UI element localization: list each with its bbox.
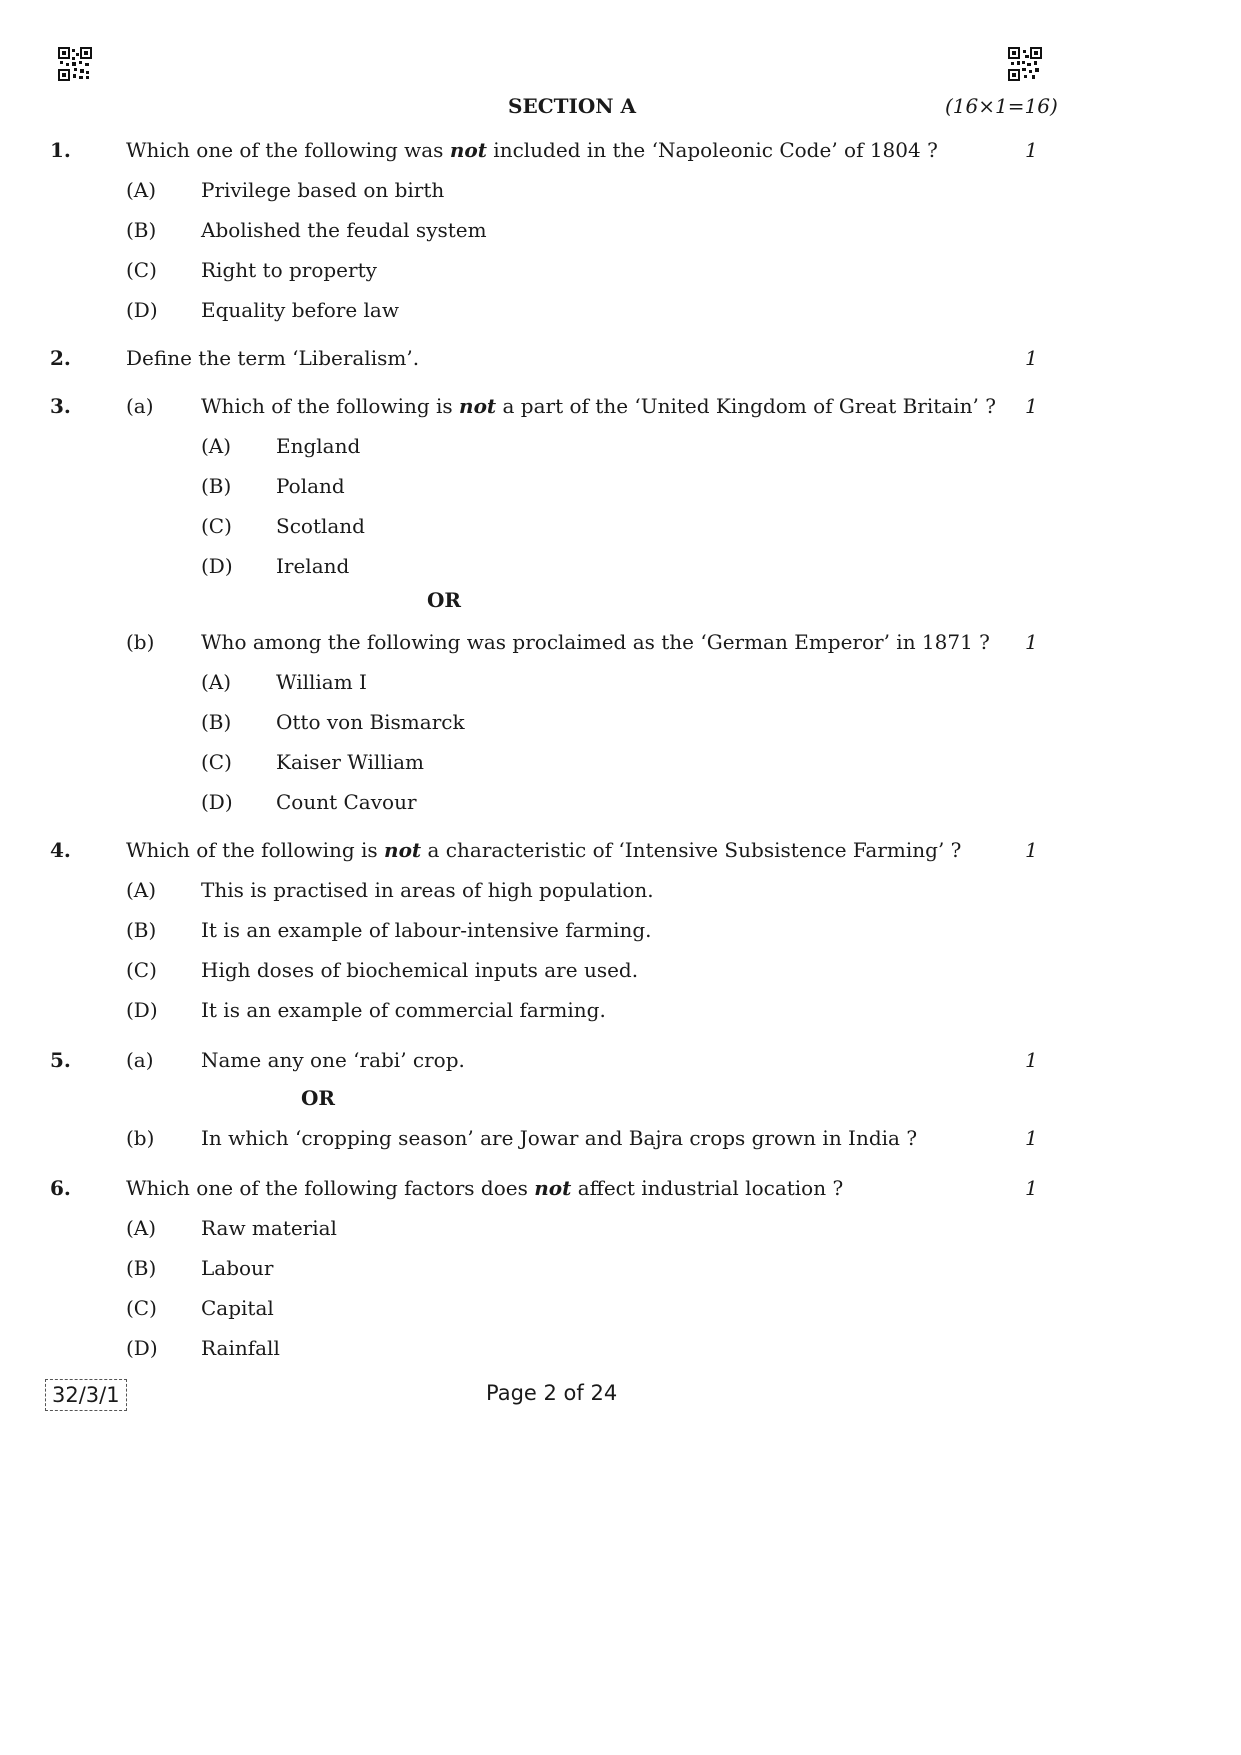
subquestion-label: (b) [126,630,155,654]
question-mark: 1 [1025,394,1038,418]
question-text-part: Which one of the following factors does [126,1176,535,1200]
question-text-part: a part of the ‘United Kingdom of Great Britain’ ? [496,394,996,418]
question-mark: 1 [1025,1176,1038,1200]
option-text: Count Cavour [276,790,417,814]
question-text-part: Which one of the following was [126,138,450,162]
question-mark: 1 [1025,838,1038,862]
option-text: Labour [201,1256,274,1280]
or-separator: OR [301,1086,336,1110]
option-text: Poland [276,474,345,498]
option-label: (B) [126,218,157,242]
option-text: Abolished the feudal system [201,218,487,242]
question-mark: 1 [1025,1048,1038,1072]
option-text: Right to property [201,258,377,282]
question-number: 5. [50,1048,71,1072]
option-label: (D) [126,1336,158,1360]
question-number: 3. [50,394,71,418]
subquestion-label: (a) [126,1048,154,1072]
option-label: (B) [126,1256,157,1280]
option-text: Ireland [276,554,350,578]
question-text: In which ‘cropping season’ are Jowar and Bajra crops grown in India ? [201,1126,918,1150]
section-title: SECTION A [508,94,637,118]
question-emphasis: not [449,138,487,162]
option-text: Rainfall [201,1336,280,1360]
question-text-part: a characteristic of ‘Intensive Subsistence Farming’ ? [421,838,962,862]
page-number: Page 2 of 24 [486,1381,618,1405]
option-text: This is practised in areas of high population. [201,878,654,902]
option-label: (B) [201,710,232,734]
section-marks: (16×1=16) [945,94,1058,118]
option-label: (D) [126,998,158,1022]
question-text [201,394,996,418]
option-label: (A) [201,434,232,458]
option-label: (D) [126,298,158,322]
qr-code-right-icon [1008,47,1042,81]
qr-code-left-icon [58,47,92,81]
question-mark: 1 [1025,138,1038,162]
question-text-part: Which of the following is [126,838,385,862]
option-text: Kaiser William [276,750,424,774]
question-mark: 1 [1025,346,1038,370]
option-label: (C) [126,258,157,282]
option-text: It is an example of labour-intensive farming. [201,918,652,942]
question-text [126,1176,843,1200]
option-label: (A) [126,878,157,902]
option-label: (B) [126,918,157,942]
question-text: Name any one ‘rabi’ crop. [201,1048,465,1072]
option-label: (C) [126,958,157,982]
question-number: 6. [50,1176,71,1200]
option-label: (B) [201,474,232,498]
option-label: (A) [201,670,232,694]
subquestion-label: (b) [126,1126,155,1150]
paper-code: 32/3/1 [45,1379,127,1411]
question-text: Define the term ‘Liberalism’. [126,346,420,370]
option-label: (A) [126,1216,157,1240]
question-number: 2. [50,346,71,370]
question-emphasis: not [384,838,422,862]
question-emphasis: not [534,1176,572,1200]
option-text: Otto von Bismarck [276,710,465,734]
option-text: High doses of biochemical inputs are used. [201,958,639,982]
question-text-part: affect industrial location ? [571,1176,844,1200]
option-text: Privilege based on birth [201,178,445,202]
question-number: 4. [50,838,71,862]
or-separator: OR [427,588,462,612]
question-emphasis: not [459,394,497,418]
question-mark: 1 [1025,630,1038,654]
option-label: (C) [201,514,232,538]
option-text: Scotland [276,514,365,538]
question-number: 1. [50,138,71,162]
option-label: (C) [126,1296,157,1320]
question-text [126,838,961,862]
option-label: (D) [201,554,233,578]
option-text: Capital [201,1296,274,1320]
option-text: Equality before law [201,298,399,322]
option-label: (D) [201,790,233,814]
option-text: William I [276,670,367,694]
question-text-part: Which of the following is [201,394,460,418]
question-text [126,138,938,162]
option-text: It is an example of commercial farming. [201,998,606,1022]
question-text-part: included in the ‘Napoleonic Code’ of 1804 ? [486,138,938,162]
question-text: Who among the following was proclaimed as the ‘German Emperor’ in 1871 ? [201,630,990,654]
option-text: England [276,434,361,458]
option-label: (C) [201,750,232,774]
question-mark: 1 [1025,1126,1038,1150]
option-label: (A) [126,178,157,202]
option-text: Raw material [201,1216,337,1240]
subquestion-label: (a) [126,394,154,418]
